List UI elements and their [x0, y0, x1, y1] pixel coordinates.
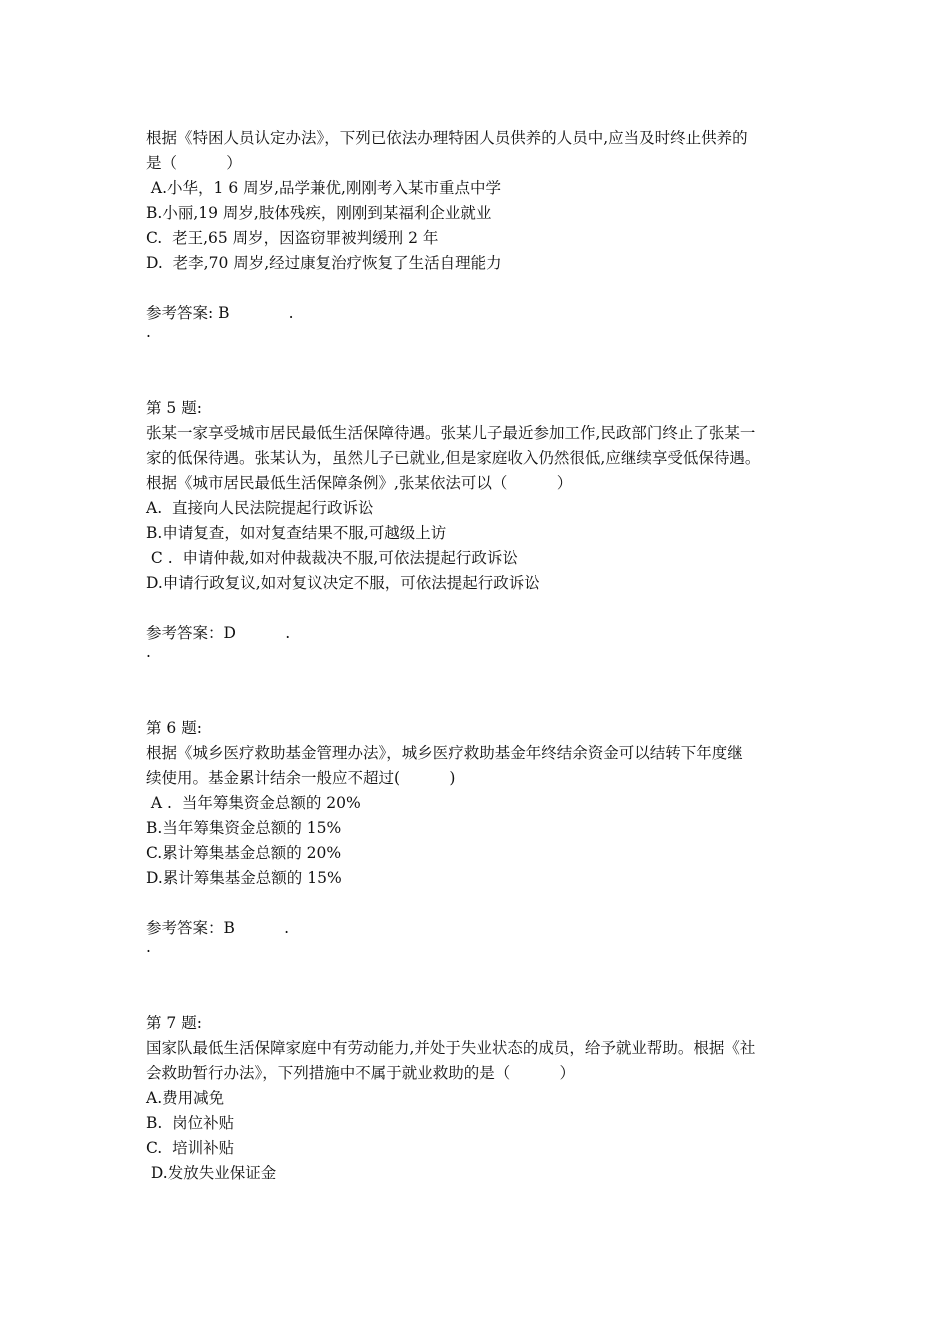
document-page	[146, 126, 814, 1186]
separator-dot: .	[146, 643, 151, 661]
answer-line: 参考答案：B .	[146, 919, 290, 937]
question-stem-line: 根据《城市居民最低生活保障条例》,张某依法可以（ ）	[146, 474, 573, 492]
answer-line: 参考答案: B .	[146, 304, 294, 322]
question-title: 第 5 题:	[146, 399, 202, 417]
option-b: B. 岗位补贴	[146, 1114, 235, 1132]
option-b: B.小丽,19 周岁,肢体残疾，刚刚到某福利企业就业	[146, 204, 492, 222]
question-title: 第 6 题:	[146, 719, 202, 737]
option-a: A.费用减免	[146, 1089, 225, 1107]
option-d: D. 老李,70 周岁,经过康复治疗恢复了生活自理能力	[146, 254, 502, 272]
question-stem-line: 是（ ）	[146, 154, 242, 172]
question-stem-line: 张某一家享受城市居民最低生活保障待遇。张某儿子最近参加工作,民政部门终止了张某一	[146, 424, 756, 442]
question-stem-line: 会救助暂行办法》，下列措施中不属于就业救助的是（ ）	[146, 1064, 576, 1082]
option-a: A . 当年筹集资金总额的 20%	[146, 794, 361, 812]
separator-dot: .	[146, 938, 151, 956]
option-a: A. 直接向人民法院提起行政诉讼	[146, 499, 374, 517]
option-c: C . 申请仲裁,如对仲裁裁决不服,可依法提起行政诉讼	[146, 549, 518, 567]
option-c: C. 培训补贴	[146, 1139, 235, 1157]
question-5	[146, 396, 814, 666]
separator-dot: .	[146, 323, 151, 341]
question-title: 第 7 题:	[146, 1014, 202, 1032]
option-c: C. 老王,65 周岁，因盗窃罪被判缓刑 2 年	[146, 229, 439, 247]
question-stem-line: 续使用。基金累计结余一般应不超过( )	[146, 769, 456, 787]
question-stem-line: 国家队最低生活保障家庭中有劳动能力,并处于失业状态的成员，给予就业帮助。根据《社	[146, 1039, 756, 1057]
answer-line: 参考答案：D .	[146, 624, 291, 642]
question-6	[146, 716, 814, 961]
question-stem-line: 根据《城乡医疗救助基金管理办法》，城乡医疗救助基金年终结余资金可以结转下年度继	[146, 744, 743, 762]
option-a: A.小华，1 6 周岁,品学兼优,刚刚考入某市重点中学	[146, 179, 501, 197]
option-c: C.累计筹集基金总额的 20%	[146, 844, 342, 862]
option-b: B.申请复查，如对复查结果不服,可越级上访	[146, 524, 447, 542]
option-d: D.发放失业保证金	[146, 1164, 277, 1182]
option-d: D.申请行政复议,如对复议决定不服，可依法提起行政诉讼	[146, 574, 540, 592]
question-4	[146, 126, 814, 346]
option-b: B.当年筹集资金总额的 15%	[146, 819, 342, 837]
question-stem-line: 根据《特困人员认定办法》，下列已依法办理特困人员供养的人员中,应当及时终止供养的	[146, 129, 748, 147]
option-d: D.累计筹集基金总额的 15%	[146, 869, 342, 887]
question-stem-line: 家的低保待遇。张某认为，虽然儿子已就业,但是家庭收入仍然很低,应继续享受低保待遇。	[146, 449, 761, 467]
question-7	[146, 1011, 814, 1186]
